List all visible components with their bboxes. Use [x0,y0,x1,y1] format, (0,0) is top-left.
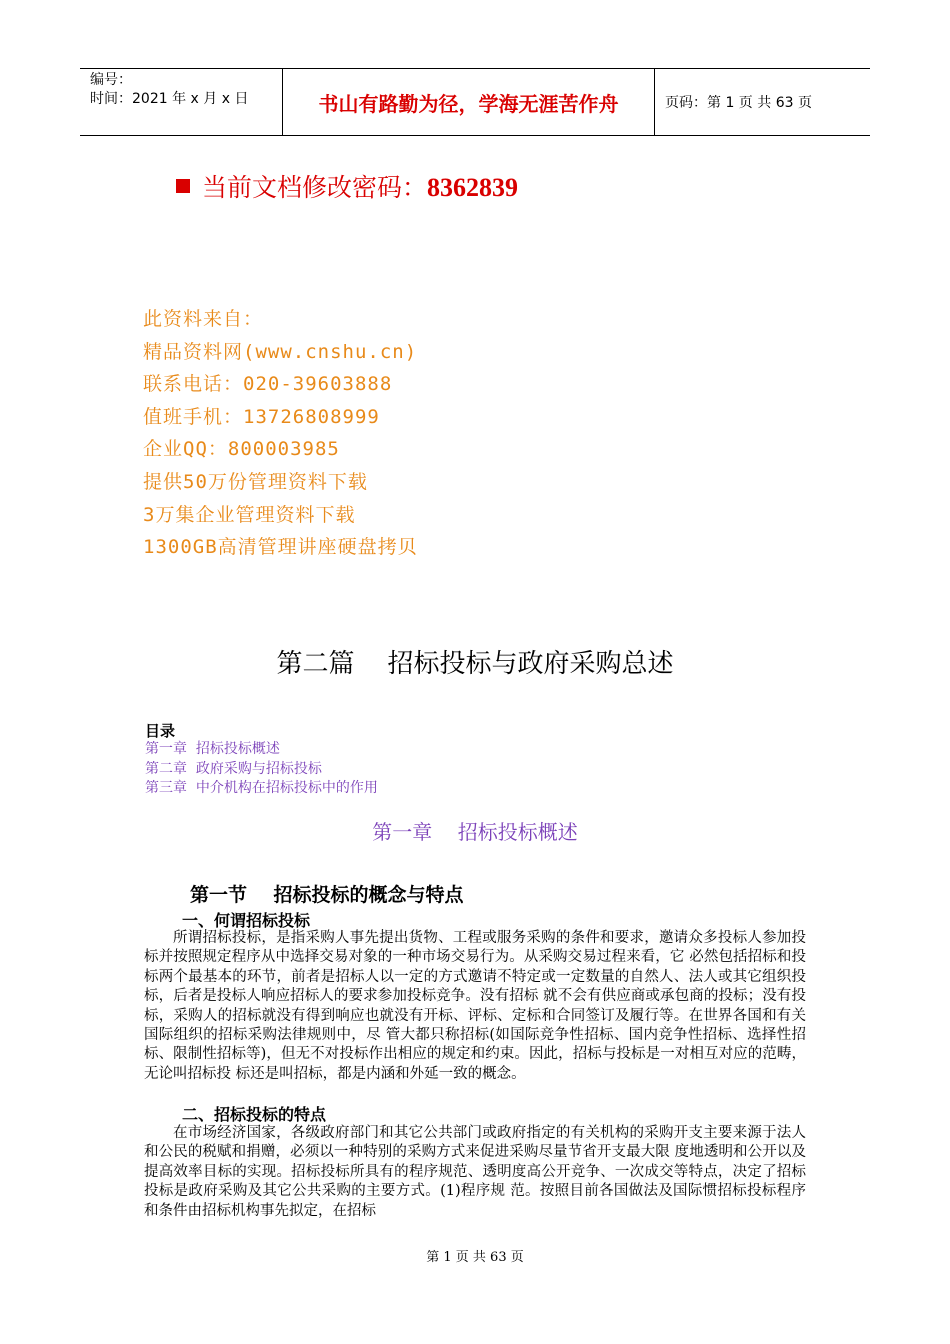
document-header [80,68,870,136]
source-line: 精品资料网(www.cnshu.cn) [143,340,418,363]
subsection-heading: 二、招标投标的特点 [182,1105,327,1124]
source-line: 提供50万份管理资料下载 [143,470,368,493]
password-label: 当前文档修改密码： [202,173,428,202]
source-line: 联系电话：020-39603888 [143,373,393,396]
source-line: 1300GB高清管理讲座硬盘拷贝 [143,536,418,559]
toc-link[interactable]: 第二章 政府采购与招标投标 [145,760,322,777]
source-line: 值班手机：13726808999 [143,405,380,428]
source-line: 此资料来自： [143,308,264,330]
toc-link[interactable]: 第一章 招标投标概述 [145,741,280,757]
time-label: 时间：2021 年 x 月 x 日 [90,91,249,107]
chapter-title: 第一章 招标投标概述 [372,820,578,844]
number-label: 编号： [90,72,132,88]
source-line: 3万集企业管理资料下载 [143,503,356,526]
header-meta [80,69,283,135]
header-page-info: 页码：第 1 页 共 63 页 [665,95,812,111]
password-notice [176,168,518,204]
source-line: 企业QQ：800003985 [143,438,340,461]
toc-heading: 目录 [145,722,176,740]
password-code: 8362839 [427,173,519,202]
header-motto: 书山有路勤为径，学海无涯苦作舟 [283,69,655,135]
source-info-block [143,303,418,564]
body-paragraph: 在市场经济国家，各级政府部门和其它公共部门或政府指定的有关机构的采购开支主要来源于法人和公民的税赋和捐赠，必须以一种特别的采购方式来促进采购尽量节省开支最大限 度地透明和公开以及提高效率目标的实现。招标投标所具有的程序规范、透明度高公开竞争、一次成交等特点，决定了招标投标是政府采购及其它公共采购的主要方式。(1)程序规 范。按照目前各国做法及国际惯招标投标程序和条件由招标机构事先拟定，在招标 [144,1125,806,1219]
section-title: 第一节 招标投标的概念与特点 [190,884,464,906]
table-of-contents [145,740,378,799]
square-bullet-icon [176,179,190,193]
toc-link[interactable]: 第三章 中介机构在招标投标中的作用 [145,780,378,796]
part-title: 第二篇 招标投标与政府采购总述 [276,649,674,679]
body-paragraph: 所谓招标投标，是指采购人事先提出货物、工程或服务采购的条件和要求，邀请众多投标人参加投标并按照规定程序从中选择交易对象的一种市场交易行为。从采购交易过程来看，它 必然包括招标和投标两个最基本的环节，前者是招标人以一定的方式邀请不特定或一定数量的自然人、法人或其它组织投标，后者是投标人响应招标人的要求参加投标竞争。没有招标 就不会有供应商或承包商的投标；没有投标，采购人的招标就没有得到响应也就没有开标、评标、定标和合同签订及履行等。在世界各国和有关国际组织的招标采购法律规则中，尽 管大都只称招标(如国际竞争性招标、国内竞争性招标、选择性招标、限制性招标等)，但无不对投标作出相应的规定和约束。因此，招标与投标是一对相互对应的范畴，无论叫招标投 标还是叫招标，都是内涵和外延一致的概念。 [144,930,806,1082]
subsection-heading: 一、何谓招标投标 [182,911,311,930]
page-footer: 第 1 页 共 63 页 [426,1250,524,1265]
